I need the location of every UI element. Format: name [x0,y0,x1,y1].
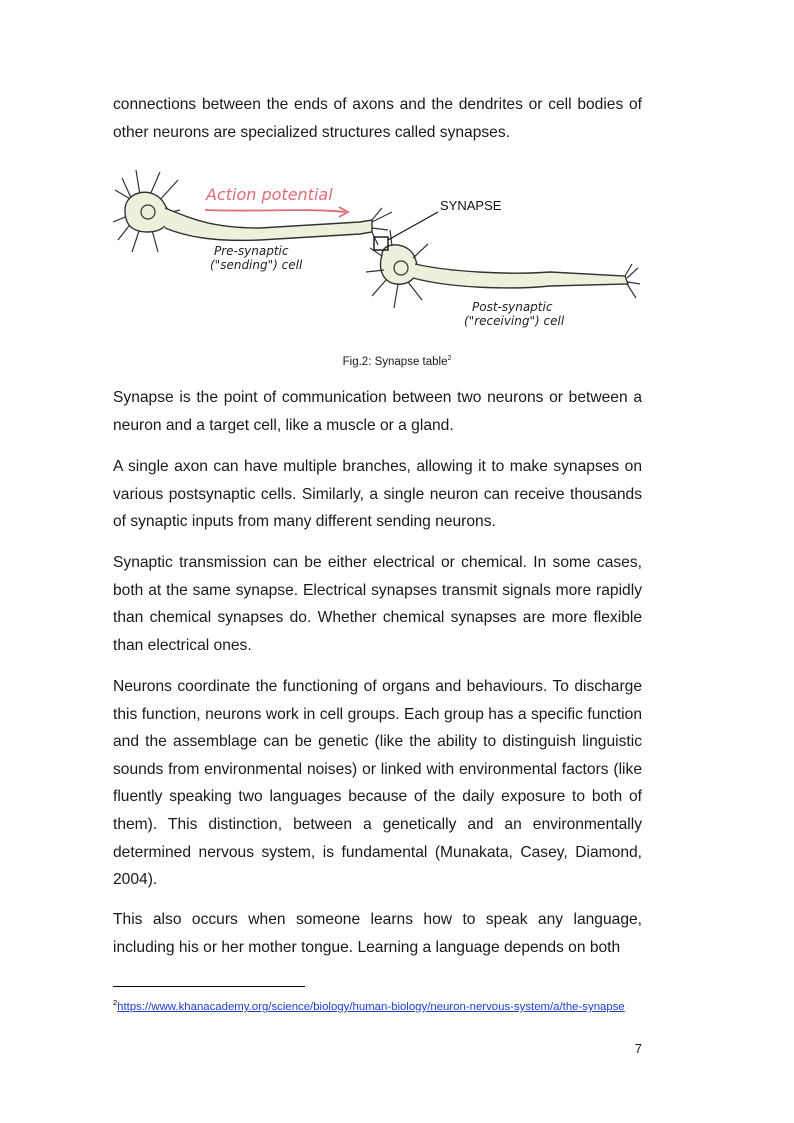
synapse-label: SYNAPSE [440,198,502,213]
paragraph-synapse-definition: Synapse is the point of communication between two neurons or between a neuron and a target cell, like a muscle or a gland. [113,389,642,434]
footnote-separator [113,986,305,987]
post-synaptic-neuron [366,230,640,308]
caption-footnote-ref[interactable]: 2 [447,355,452,362]
action-potential-label: Action potential [206,185,333,204]
post-synaptic-label-line1: Post-synaptic [472,300,553,314]
page-number: 7 [634,1041,642,1056]
paragraph-neuron-coordination: Neurons coordinate the functioning of organs and behaviours. To discharge this function, neurons work in cell groups. Each group has a specific function and the assemblage can be genetic (like the ability to distinguish linguistic sounds from environmental noises) or linked with environmental factors (like fluently speaking two languages because of the daily exposure to both of them). This distinction, between a genetically and an environmentally determined nervous system, is fundamental (Munakata, Casey, Diamond, 2004). [113,678,642,889]
paragraph-axon-branches: A single axon can have multiple branches, allowing it to make synapses on various postsynaptic cells. Similarly, a single neuron can receive thousands of synaptic inputs from many different sending neurons. [113,458,642,531]
paragraph-intro: connections between the ends of axons and the dendrites or cell bodies of other neurons are specialized structures called synapses. [113,96,642,141]
figure-caption: Fig.2: Synapse table$^2$ [342,355,452,368]
paragraph-language-learning: This also occurs when someone learns how to speak any language, including his or her mother tongue. Learning a language depends on both [113,911,642,956]
footnote-link[interactable]: https://www.khanacademy.org/science/biology/human-biology/neuron-nervous-system/a/the-synapse [117,1000,625,1013]
synapse-pointer [388,212,438,240]
pre-synaptic-label-line1: Pre-synaptic [214,244,289,258]
footnote-marker: 2 [113,998,118,1007]
post-synaptic-label-line2: ("receiving") cell [464,314,565,328]
footnote [113,995,653,1015]
synapse-figure [110,160,650,340]
action-potential-arrow [205,207,348,217]
pre-synaptic-label-line2: ("sending") cell [210,258,303,272]
paragraph-synaptic-transmission: Synaptic transmission can be either electrical or chemical. In some cases, both at the same synapse. Electrical synapses transmit signals more rapidly than chemical synapses do. Whether chemical synapses are more flexible than electrical ones. [113,554,642,654]
